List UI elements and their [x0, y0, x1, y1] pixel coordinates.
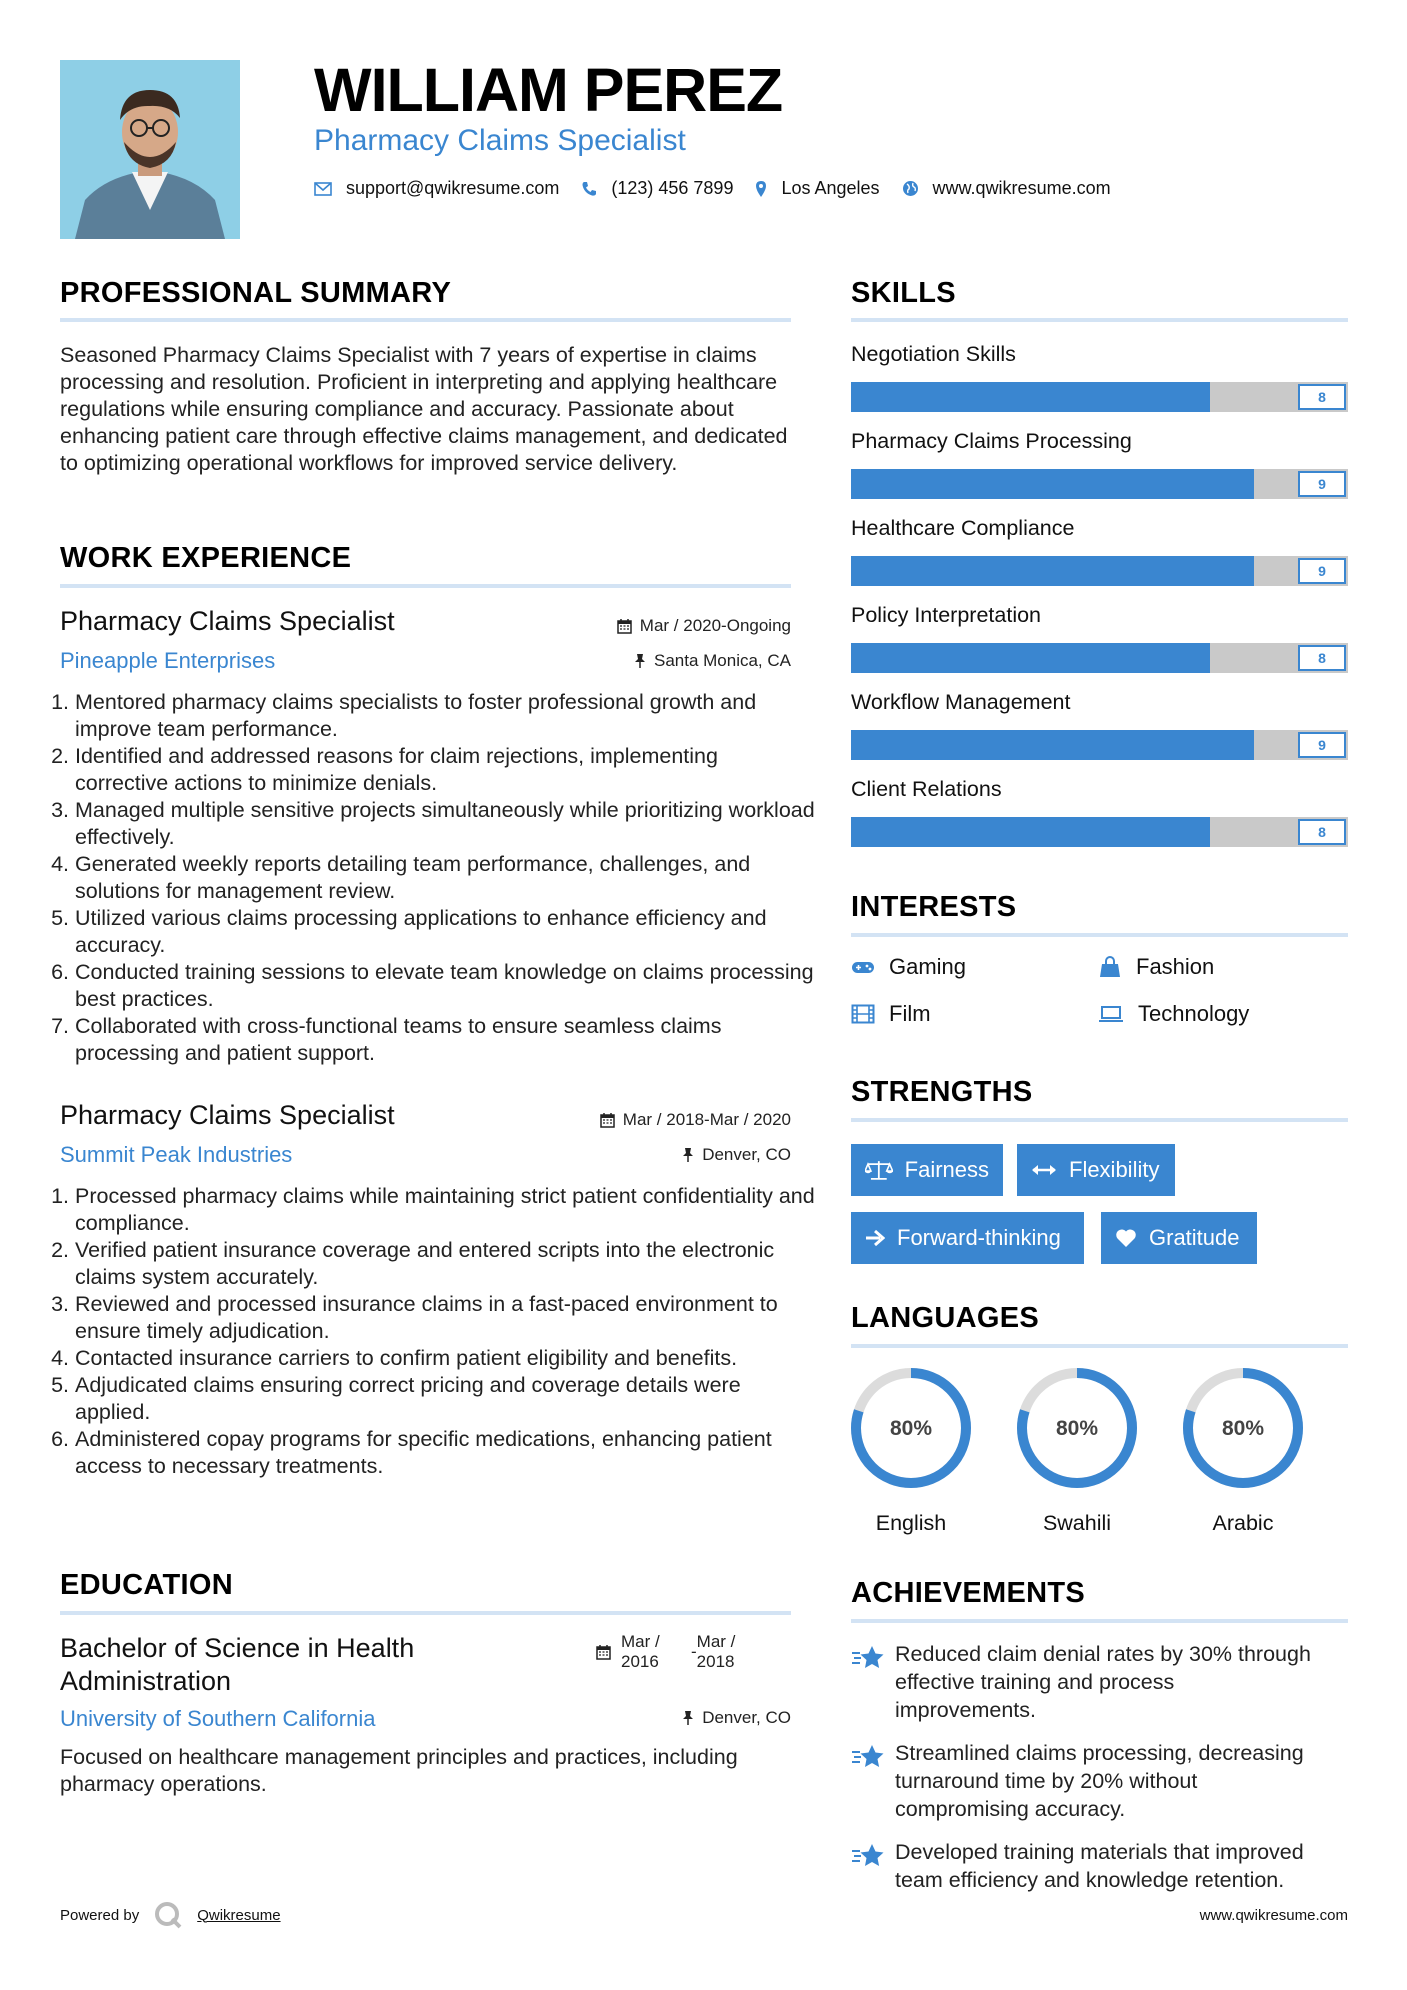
skill-score: 9 — [1298, 471, 1346, 497]
skill-label: Pharmacy Claims Processing — [851, 429, 1132, 453]
brand-link[interactable]: Qwikresume — [197, 1906, 281, 1924]
education-dates — [596, 1632, 735, 1672]
education-text: Focused on healthcare management principles and practices, including pharmacy operations. — [60, 1745, 738, 1796]
degree-line: Bachelor of Science in Health — [60, 1633, 415, 1663]
profile-photo — [60, 60, 240, 239]
achievement-line: effective training and process — [895, 1670, 1175, 1694]
phone-icon — [581, 181, 597, 197]
language-donut — [1015, 1366, 1139, 1490]
job-dates — [617, 616, 791, 636]
job-location-text: Denver, CO — [702, 1145, 791, 1164]
strength-label: Fairness — [904, 1157, 989, 1182]
list-item: 2. Verified patient insurance coverage and entered scripts into the electronic claims system accurately. — [75, 1237, 815, 1291]
list-item: 4. Generated weekly reports detailing team performance, challenges, and solutions for management review. — [75, 851, 815, 905]
interests-divider — [851, 933, 1348, 937]
skill-score: 8 — [1298, 819, 1346, 845]
contact-website[interactable]: www.qwikresume.com — [932, 178, 1111, 198]
interest-gaming — [851, 954, 966, 980]
education-end — [697, 1632, 736, 1672]
pushpin-icon — [682, 1710, 694, 1726]
job-dates-text: Mar / 2020-Ongoing — [639, 616, 791, 635]
job-location — [634, 651, 791, 671]
interests-title: INTERESTS — [851, 891, 1017, 923]
summary-text: Seasoned Pharmacy Claims Specialist with 7 years of expertise in claims processing and resolution. Proficient in interpreting and applying healthcare regulations while ensuring compliance and accuracy. Passionate about enhancing patient care through effective claims management, and dedicated to optimizing operational workflows for improved service delivery. — [60, 343, 788, 475]
achievement-item — [851, 1640, 1351, 1724]
gamepad-icon — [851, 959, 875, 975]
interest-technology — [1098, 1001, 1249, 1027]
achievement-line: turnaround time by 20% without — [895, 1769, 1198, 1793]
achievement-text — [895, 1838, 1304, 1894]
language-donut — [1181, 1366, 1305, 1490]
strength-fairness — [851, 1144, 1003, 1196]
heart-icon — [1115, 1228, 1137, 1248]
achievement-text — [895, 1640, 1311, 1724]
skill-bar-fill — [851, 382, 1210, 412]
list-item: 6. Administered copay programs for specific medications, enhancing patient access to necessary treatments. — [75, 1426, 815, 1480]
job-dates — [600, 1110, 791, 1130]
skill-score: 8 — [1298, 645, 1346, 671]
pushpin-icon — [682, 1147, 694, 1163]
skill-bar-fill — [851, 556, 1254, 586]
summary-divider — [60, 318, 791, 322]
strength-gratitude — [1101, 1212, 1257, 1264]
skill-score: 9 — [1298, 732, 1346, 758]
balance-scale-icon — [865, 1159, 893, 1181]
skills-list — [851, 342, 1348, 864]
skill-label: Workflow Management — [851, 690, 1071, 714]
list-item: 5. Utilized various claims processing applications to enhance efficiency and accuracy. — [75, 905, 815, 959]
interest-film — [851, 1001, 931, 1027]
list-item: 5. Adjudicated claims ensuring correct pricing and coverage details were applied. — [75, 1372, 815, 1426]
skill-bar — [851, 730, 1348, 760]
achievement-line: Streamlined claims processing, decreasing — [895, 1741, 1304, 1765]
laptop-icon — [1098, 1005, 1124, 1023]
achievement-item — [851, 1739, 1351, 1823]
skill-item — [851, 603, 1348, 690]
interest-label: Fashion — [1136, 954, 1215, 979]
job-bullets — [56, 1183, 815, 1480]
calendar-icon — [596, 1644, 611, 1660]
degree-line: Administration — [60, 1666, 232, 1696]
summary-title: PROFESSIONAL SUMMARY — [60, 277, 452, 309]
end-year: 2018 — [696, 1652, 735, 1671]
powered-by-label: Powered by — [60, 1906, 140, 1924]
job-dates-text: Mar / 2018-Mar / 2020 — [622, 1110, 791, 1129]
achievement-line: Reduced claim denial rates by 30% through — [895, 1642, 1311, 1666]
skill-item — [851, 690, 1348, 777]
strength-label: Flexibility — [1069, 1157, 1160, 1182]
strength-label: Gratitude — [1149, 1225, 1240, 1250]
skill-bar — [851, 469, 1348, 499]
skill-label: Policy Interpretation — [851, 603, 1042, 627]
calendar-icon — [617, 618, 632, 634]
achievement-line: compromising accuracy. — [895, 1797, 1126, 1821]
list-item: 1. Processed pharmacy claims while maintaining strict patient confidentiality and compliance. — [75, 1183, 815, 1237]
footer-website[interactable]: www.qwikresume.com — [1199, 1907, 1348, 1924]
strength-flexibility — [1017, 1144, 1175, 1196]
contact-email[interactable]: support@qwikresume.com — [346, 178, 560, 198]
achievement-line: improvements. — [895, 1698, 1036, 1722]
globe-icon — [902, 180, 919, 197]
job-location — [682, 1145, 791, 1165]
skill-bar-fill — [851, 469, 1254, 499]
languages-divider — [851, 1344, 1348, 1348]
education-divider — [60, 1611, 791, 1615]
list-item: 4. Contacted insurance carriers to confirm patient eligibility and benefits. — [75, 1345, 815, 1372]
contact-bar — [314, 178, 1133, 199]
map-pin-icon — [755, 180, 767, 198]
start-month: Mar / — [621, 1632, 660, 1651]
skill-score: 9 — [1298, 558, 1346, 584]
shopping-bag-icon — [1098, 956, 1122, 978]
achievement-item — [851, 1838, 1351, 1894]
language-item — [1181, 1366, 1305, 1536]
skill-bar-fill — [851, 730, 1254, 760]
language-percent: 80% — [889, 1417, 933, 1440]
language-percent: 80% — [1221, 1417, 1265, 1440]
interest-label: Film — [889, 1001, 931, 1026]
list-item: 3. Managed multiple sensitive projects simultaneously while prioritizing workload effectively. — [75, 797, 815, 851]
strengths-divider — [851, 1118, 1348, 1122]
achievement-text — [895, 1739, 1304, 1823]
experience-divider — [60, 584, 791, 588]
achievements-title: ACHIEVEMENTS — [851, 1577, 1086, 1609]
qwikresume-logo-icon — [153, 1900, 183, 1930]
start-year: 2016 — [621, 1652, 659, 1671]
language-item — [1015, 1366, 1139, 1536]
arrow-right-icon — [865, 1229, 885, 1247]
languages-title: LANGUAGES — [851, 1302, 1039, 1334]
pushpin-icon — [634, 653, 646, 669]
language-label: Arabic — [1212, 1511, 1274, 1535]
candidate-name: WILLIAM PEREZ — [314, 56, 783, 124]
skill-label: Client Relations — [851, 777, 1002, 801]
education-location-text: Denver, CO — [702, 1708, 791, 1727]
job-title: Pharmacy Claims Specialist — [60, 1100, 395, 1130]
experience-title: WORK EXPERIENCE — [60, 542, 352, 574]
strength-forward-thinking — [851, 1212, 1084, 1264]
list-item: 3. Reviewed and processed insurance claims in a fast-paced environment to ensure timely adjudication. — [75, 1291, 815, 1345]
skill-label: Healthcare Compliance — [851, 516, 1075, 540]
education-start — [621, 1632, 691, 1672]
skill-label: Negotiation Skills — [851, 342, 1016, 366]
skill-bar-fill — [851, 643, 1210, 673]
education-title: EDUCATION — [60, 1569, 233, 1601]
achievement-line: team efficiency and knowledge retention. — [895, 1868, 1285, 1892]
star-icon — [851, 1644, 885, 1672]
contact-phone[interactable]: (123) 456 7899 — [611, 178, 734, 198]
calendar-icon — [600, 1112, 615, 1128]
school-name: University of Southern California — [60, 1706, 376, 1731]
date-separator: - — [691, 1642, 697, 1661]
contact-location: Los Angeles — [781, 178, 880, 198]
interest-label: Gaming — [889, 954, 967, 979]
skills-title: SKILLS — [851, 277, 956, 309]
achievement-line: Developed training materials that improved — [895, 1840, 1304, 1864]
skill-score: 8 — [1298, 384, 1346, 410]
list-item: 7. Collaborated with cross-functional teams to ensure seamless claims processing and patient support. — [75, 1013, 815, 1067]
language-percent: 80% — [1055, 1417, 1099, 1440]
powered-by — [60, 1900, 281, 1930]
job-company: Pineapple Enterprises — [60, 648, 276, 673]
star-icon — [851, 1743, 885, 1771]
skill-bar-fill — [851, 817, 1210, 847]
strength-label: Forward-thinking — [897, 1225, 1061, 1250]
skill-item — [851, 342, 1348, 429]
end-month: Mar / — [696, 1632, 736, 1651]
languages-list — [849, 1366, 1305, 1536]
arrows-horizontal-icon — [1031, 1163, 1057, 1177]
skill-item — [851, 429, 1348, 516]
candidate-role: Pharmacy Claims Specialist — [314, 124, 686, 157]
star-icon — [851, 1842, 885, 1870]
film-icon — [851, 1004, 875, 1024]
strengths-title: STRENGTHS — [851, 1076, 1033, 1108]
skill-bar — [851, 382, 1348, 412]
job-bullets — [56, 689, 815, 1067]
job-company: Summit Peak Industries — [60, 1142, 293, 1167]
language-item — [849, 1366, 973, 1536]
list-item: 6. Conducted training sessions to elevate team knowledge on claims processing best practices. — [75, 959, 815, 1013]
interest-fashion — [1098, 954, 1214, 980]
language-label: Swahili — [1042, 1511, 1112, 1535]
skill-bar — [851, 817, 1348, 847]
education-location — [682, 1708, 791, 1728]
skill-bar — [851, 556, 1348, 586]
list-item: 2. Identified and addressed reasons for claim rejections, implementing corrective actions to minimize denials. — [75, 743, 815, 797]
achievements-divider — [851, 1619, 1348, 1623]
list-item: 1. Mentored pharmacy claims specialists to foster professional growth and improve team performance. — [75, 689, 815, 743]
language-label: English — [875, 1511, 947, 1535]
job-title: Pharmacy Claims Specialist — [60, 606, 395, 636]
skill-bar — [851, 643, 1348, 673]
email-icon — [314, 182, 332, 196]
degree-title — [60, 1632, 414, 1698]
interest-label: Technology — [1138, 1001, 1250, 1026]
job-location-text: Santa Monica, CA — [653, 651, 791, 670]
skill-item — [851, 777, 1348, 864]
skill-item — [851, 516, 1348, 603]
skills-divider — [851, 318, 1348, 322]
language-donut — [849, 1366, 973, 1490]
